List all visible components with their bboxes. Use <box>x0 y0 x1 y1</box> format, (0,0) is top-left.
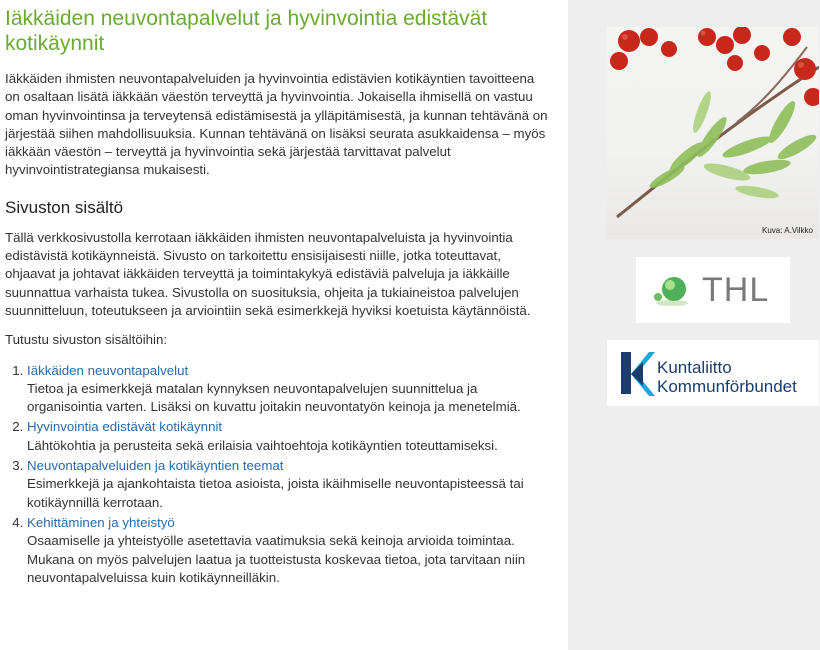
kommunforbundet-text: Kommunförbundet <box>657 377 797 396</box>
rowan-berries-image <box>607 27 819 239</box>
intro-paragraph: Iäkkäiden ihmisten neuvontapalveluiden ja hyvinvointia edistävien kotikäyntien tavoitteena on osaltaan lisätä iäkkään väestön terveyttä ja hyvinvointia. Jokaisella ihmisellä on vastuu oman hyvinvointinsa ja terveytensä edistämisestä ja ylläpitämisestä, ja kunnan tehtävänä on järjestää siihen mahdollisuuksia. Kunnan tehtävänä on lisäksi seurata asukkaidensa – myös iäkkään väestön – terveyttä ja hyvinvointia sekä järjestää tarvittavat palvelut hyvinvointistrategiansa mukaisesti. <box>5 71 548 178</box>
kuntaliitto-k-icon <box>613 340 657 406</box>
list-item <box>27 457 552 512</box>
list-intro: Tutustu sivuston sisältöihin: <box>5 332 168 348</box>
list-item <box>27 514 552 587</box>
link-kotikaynnit[interactable]: Hyvinvointia edistävät kotikäynnit <box>27 419 223 435</box>
thl-sphere-icon <box>636 257 696 323</box>
list-item-desc: Esimerkkejä ja ajankohtaista tietoa asioista, joista ikäihmiselle neuvontapisteessä tai kotikäynnillä kerrotaan. <box>27 476 524 510</box>
thl-logo[interactable] <box>636 257 790 323</box>
list-item-desc: Osaamiselle ja yhteistyölle asetettavia vaatimuksia sekä keinoja arvioida toimintaa. Mukana on myös palvelujen laatua ja tuotteistusta koskevaa tietoa, jota tarvitaan niin neuvontapalveluissa kuin kotikäynneilläkin. <box>27 533 526 585</box>
content-list <box>5 362 552 588</box>
section-heading: Sivuston sisältö <box>5 197 124 217</box>
sidebar <box>568 0 820 650</box>
section-paragraph: Tällä verkkosivustolla kerrotaan iäkkäiden ihmisten neuvontapalveluista ja hyvinvointia edistävistä kotikäynneistä. Sivusto on tarkoitettu ensisijaisesti niille, jotka toteuttavat, ohjaavat ja johtavat iäkkäiden terveyttä ja toimintakykyä edistäviä palveluja ja iäkkäille suunnattua varhaista tukea. Sivustolla on suosituksia, ohjeita ja tukiaineistoa palvelujen suunnitteluun, toteutukseen ja arviointiin sekä esimerkkejä hyviksi koetuista käytännöistä. <box>5 229 531 318</box>
photo-caption: Kuva: A.Vilkko <box>762 226 813 235</box>
thl-logo-text: THL <box>702 271 770 309</box>
list-item <box>27 418 552 455</box>
list-item <box>27 362 552 417</box>
kuntaliitto-logo[interactable] <box>607 340 819 406</box>
rowan-berries-photo <box>607 27 819 239</box>
list-item-desc: Lähtökohtia ja perusteita sekä erilaisia vaihtoehtoja kotikäyntien toteuttamiseksi. <box>27 437 498 453</box>
link-neuvontapalvelut[interactable]: Iäkkäiden neuvontapalvelut <box>27 362 189 378</box>
list-item-desc: Tietoa ja esimerkkejä matalan kynnyksen neuvontapalvelujen suunnittelua ja organisointia varten. Lisäksi on kuvattu joitakin neuvontatyön keinoja ja menetelmiä. <box>27 380 521 415</box>
kuntaliitto-text: Kuntaliitto <box>657 358 732 377</box>
link-kehittaminen[interactable]: Kehittäminen ja yhteistyö <box>27 514 175 530</box>
link-teemat[interactable]: Neuvontapalveluiden ja kotikäyntien teemat <box>27 458 284 474</box>
page-title: Iäkkäiden neuvontapalvelut ja hyvinvointia edistävät kotikäynnit <box>5 7 488 55</box>
